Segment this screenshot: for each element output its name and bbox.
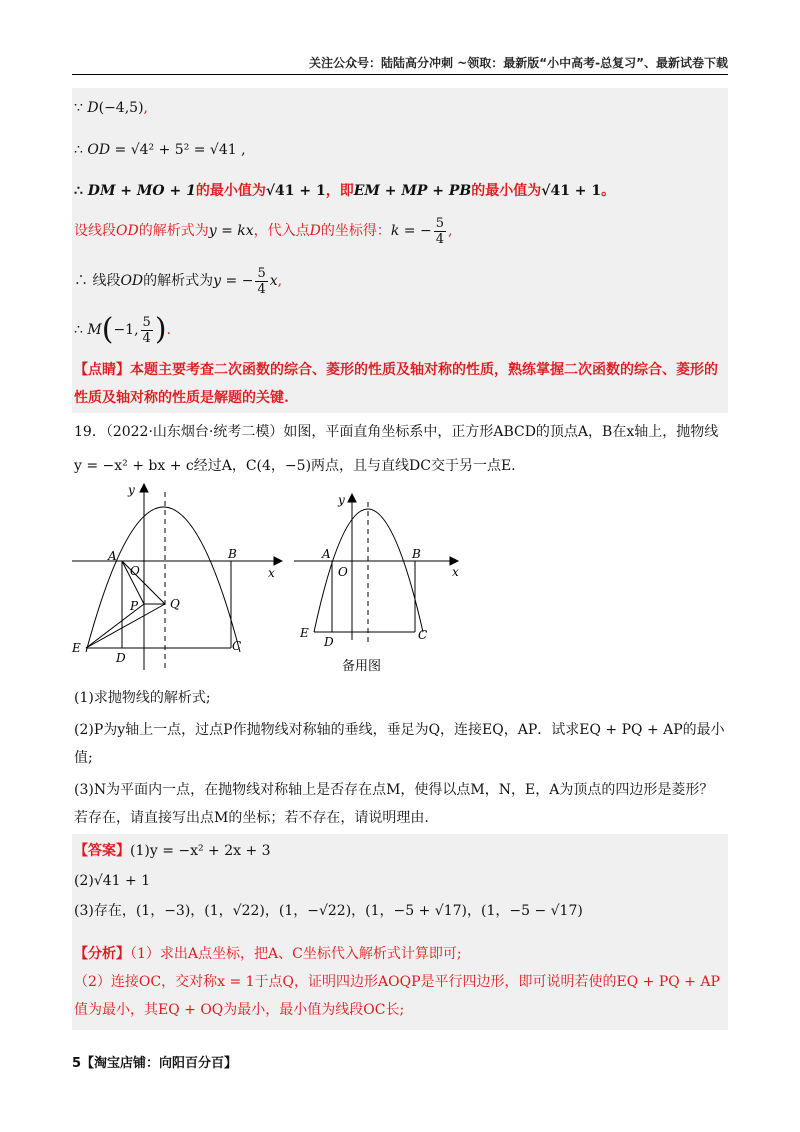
fraction-five-fourths [141,315,153,346]
text: 设线段 [74,223,116,239]
denominator: 4 [435,231,444,247]
label-d: D [324,635,334,649]
paren-close: ) [154,312,167,347]
text: 。 [601,183,616,199]
fraction-five-fourths [255,266,267,297]
text: 的解析式为 [143,273,214,289]
label-x: x [268,566,275,580]
analysis-line-1 [74,940,726,968]
text: ，即 [325,183,354,199]
value: √41 + 1 [265,183,326,199]
label-c: C [418,628,428,642]
eq-y: y = − [213,273,254,289]
point-d: D [309,223,321,239]
problem-intro [74,418,726,480]
label-b: B [228,547,237,561]
point-d-coords: (−4,5) [98,100,144,116]
text: 的最小值为 [471,183,542,199]
therefore-symbol: ∴ [74,322,83,338]
spare-caption: 备用图 [342,659,382,674]
segment-od: OD [87,142,111,158]
numerator: 5 [435,215,444,231]
spare-figure [290,490,470,675]
label-q: Q [170,597,180,611]
paren-open: ( [101,312,114,347]
line-end: , [448,223,453,239]
label-a: A [108,549,117,563]
because-symbol: ∵ [74,100,83,116]
label-p: P [130,599,139,613]
label-y: y [338,493,345,507]
header-rule [72,74,728,75]
line-end: , [143,100,148,116]
question-list [74,684,726,832]
answer-line-1 [74,836,726,866]
text: 线段 [92,273,121,289]
fraction-five-fourths [434,216,446,247]
eq-ykx: y = kx [208,223,254,239]
label-e: E [300,626,309,640]
page-header: 关注公众号：陆陆高分冲刺 ~领取：最新版“小中高考-总复习”、最新试卷下载 [309,56,728,70]
k-value: k = − [390,223,432,239]
label-x: x [452,565,459,579]
text: 的解析式为 [138,223,209,239]
numerator: 5 [257,265,266,281]
solution-line-6 [74,312,171,348]
problem-intro-line-1: 19．（2022·山东烟台·统考二模）如图，平面直角坐标系中，正方形ABCD的顶点A，B在x轴上，抛物线 [74,424,719,440]
therefore-symbol: ∴ [74,273,88,289]
comment-text: 本题主要考查二次函数的综合、菱形的性质及轴对称的性质，熟练掌握二次函数的综合、菱形的性质及轴对称的性质是解题的关键. [74,362,718,406]
segment-od: OD [120,273,144,289]
question-3: (3)N为平面内一点，在抛物线对称轴上是否存在点M，使得以点M，N，E，A为顶点的四边形是菱形？若存在，请直接写出点M的坐标；若不存在，请说明理由. [74,782,714,826]
x-axis-arrow [274,557,282,565]
text: ，代入点 [253,223,310,239]
analysis-line-2 [74,968,726,1024]
point-d: D [87,100,99,116]
x-axis-arrow [450,557,458,565]
answer-block [74,836,726,926]
label-a: A [322,547,331,561]
comment-label: 【点睛】 [74,362,130,378]
answer-label: 【答案】 [74,843,130,859]
expr-em-mp-pb: EM + MP + PB [353,183,472,199]
denominator: 4 [257,281,266,297]
label-d: D [116,651,126,665]
answer-1: (1)y = −x² + 2x + 3 [130,843,271,859]
expr-dm-mo: DM + MO + 1 [87,183,196,199]
comment-block [74,356,726,412]
analysis-label: 【分析】 [74,946,130,962]
m-coords: −1, [113,322,139,338]
solution-line-4 [74,214,452,248]
value: √41 + 1 [541,183,602,199]
y-axis-arrow [348,494,356,502]
therefore-symbol: ∴ [74,142,83,158]
question-2: (2)P为y轴上一点，过点P作抛物线对称轴的垂线，垂足为Q，连接EQ，AP．试求EQ + PQ + AP的最小值; [74,722,725,766]
solution-line-2 [74,139,246,161]
answer-line-2 [74,866,726,896]
analysis-block [74,940,726,1024]
solution-line-3 [74,180,615,202]
label-c: C [232,639,242,653]
label-o: O [130,564,140,578]
analysis-2: （2）连接OC，交对称x = 1于点Q，证明四边形AOQP是平行四边形，即可说明若使的EQ + PQ + AP值为最小，其EQ + OQ为最小，最小值为线段OC长; [74,974,720,1018]
question-1: (1)求抛物线的解析式; [74,690,211,706]
text: 的最小值为 [195,183,266,199]
label-y: y [128,483,135,497]
page-footer: 5【淘宝店铺：向阳百分百】 [72,1056,238,1071]
problem-intro-line-2: y = −x² + bx + c经过A，C(4，−5)两点，且与直线DC交于另一点E. [74,458,516,474]
od-length: = √4² + 5² = √41 , [110,142,246,158]
segment-od: OD [116,223,139,239]
answer-2: (2)√41 + 1 [74,873,151,889]
numerator: 5 [142,314,151,330]
y-axis-arrow [140,484,148,492]
solution-line-1 [74,97,148,119]
therefore-symbol: ∴ [74,183,83,199]
solution-line-5 [74,264,282,298]
label-b: B [412,547,421,561]
label-e: E [72,641,81,655]
var-x: x [269,273,278,289]
denominator: 4 [142,330,151,346]
answer-3: (3)存在，(1，−3)，(1，√22)，(1，−√22)，(1，−5 + √17)，(1，−5 − √17) [74,903,583,919]
answer-line-3 [74,896,726,926]
text: 的坐标得： [320,223,391,239]
line-end: . [166,322,171,338]
point-m: M [87,322,102,338]
main-figure [68,480,283,675]
line-end: , [277,273,283,289]
analysis-1: （1）求出A点坐标，把A、C坐标代入解析式计算即可; [130,946,462,962]
label-o: O [338,565,348,579]
